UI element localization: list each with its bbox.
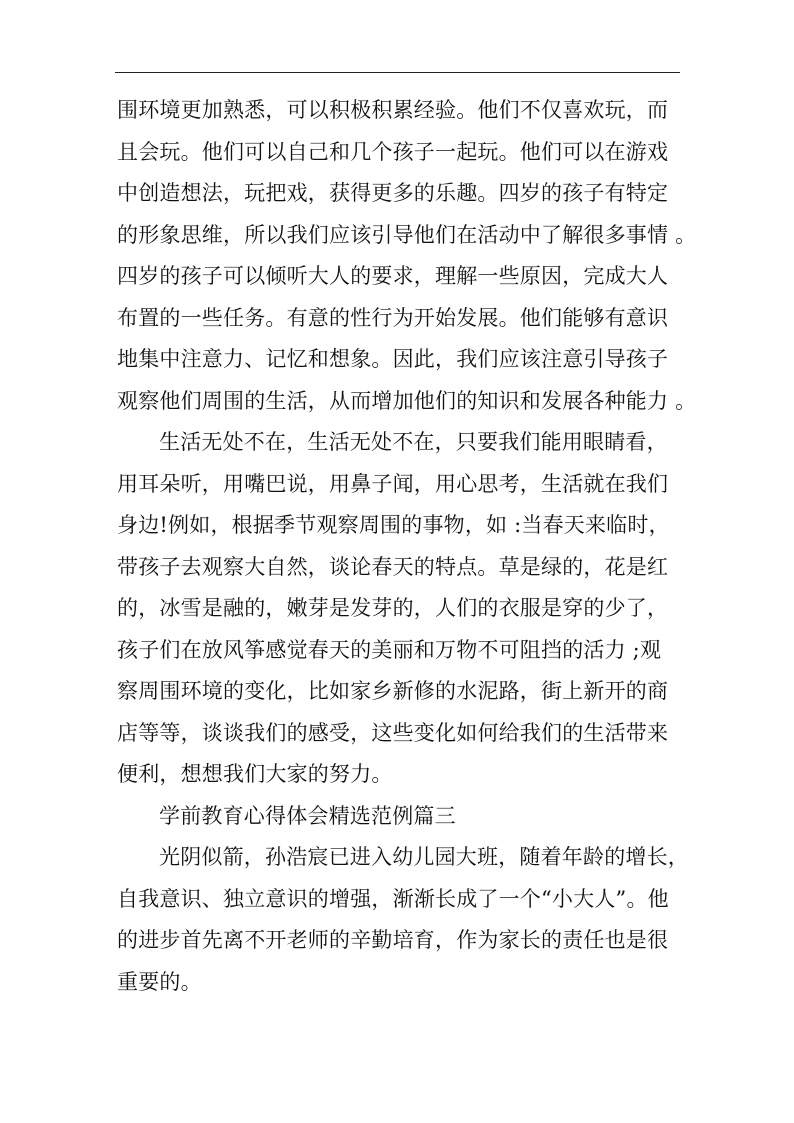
text-line: 便利，想想我们大家的努力。 xyxy=(117,762,393,786)
text-line: 用耳朵听，用嘴巴说，用鼻子闻，用心思考，生活就在我们 xyxy=(117,471,669,496)
text-line: 布置的一些任务。有意的性行为开始发展。他们能够有意识 xyxy=(117,305,669,330)
text-line: 店等等，谈谈我们的感受，这些变化如何给我们的生活带来 xyxy=(117,720,669,745)
text-line: 地集中注意力、记忆和想象。因此，我们应该注意引导孩子 xyxy=(117,347,669,371)
text-line: 自我意识、独立意识的增强，渐渐长成了一个“小大人”。他 xyxy=(117,886,669,911)
text-line: 的形象思维，所以我们应该引导他们在活动中了解很多事情 。 xyxy=(117,222,697,247)
text-line: 孩子们在放风筝感觉春天的美丽和万物不可阻挡的活力 ;观 xyxy=(117,637,662,662)
text-line: 中创造想法，玩把戏，获得更多的乐趣。四岁的孩子有特定 xyxy=(117,181,669,205)
text-line: 观察他们周围的生活，从而增加他们的知识和发展各种能力 。 xyxy=(117,388,697,413)
text-line: 带孩子去观察大自然，谈论春天的特点。草是绿的，花是红 xyxy=(117,554,669,579)
paragraph-start-line: 生活无处不在，生活无处不在，只要我们能用眼睛看， xyxy=(159,430,668,454)
section-heading: 学前教育心得体会精选范例篇三 xyxy=(159,803,456,828)
text-line: 的进步首先离不开老师的辛勤培育，作为家长的责任也是很 xyxy=(117,928,669,952)
text-line: 重要的。 xyxy=(117,969,202,994)
text-line: 身边!例如，根据季节观察周围的事物，如 :当春天来临时， xyxy=(117,513,670,537)
text-line: 围环境更加熟悉，可以积极积累经验。他们不仅喜欢玩，而 xyxy=(117,98,669,122)
text-line: 且会玩。他们可以自己和几个孩子一起玩。他们可以在游戏 xyxy=(117,139,669,164)
text-line: 的，冰雪是融的，嫩芽是发芽的，人们的衣服是穿的少了， xyxy=(117,596,669,620)
document-body xyxy=(117,90,697,1003)
header-rule xyxy=(115,72,680,73)
paragraph-start-line: 光阴似箭，孙浩宸已进入幼儿园大班，随着年龄的增长， xyxy=(159,845,689,869)
text-line: 察周围环境的变化，比如家乡新修的水泥路，街上新开的商 xyxy=(117,679,669,703)
text-line: 四岁的孩子可以倾听大人的要求，理解一些原因，完成大人 xyxy=(117,264,669,288)
